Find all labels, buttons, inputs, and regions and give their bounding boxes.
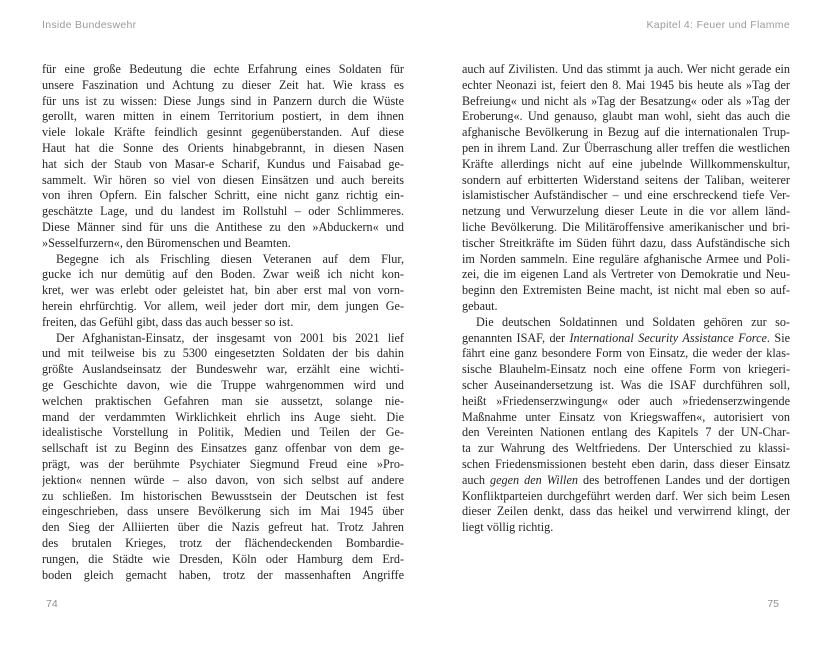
page-75-text-column [462,62,790,536]
text-line: ta zur Wahrung des Weltfriedens. Der Unterschied zu klassi- [462,441,790,456]
text-line: auch auf Zivilisten. Und das stimmt ja auch. Wer nicht gerade ein [462,62,790,76]
text-line: unsere Faszination und Achtung zu dieser Zeit hat. Wie krass es [42,77,404,92]
text-line: jektion« nennen würde – also davon, von sich selbst auf andere [42,472,404,487]
text-line: Maßnahme unter Einsatz von Kriegswaffen«, autorisiert von [462,409,790,424]
text-line: sische Blauhelm-Einsatz noch eine offene Form von kriegeri- [462,362,790,377]
text-line: eingeschrieben, dass unsere Bevölkerung sich im Mai 1945 über [42,504,404,519]
text-line: sellschaft ist zu Beginn des Einsatzes ganz offenbar von dem ge- [42,441,404,456]
text-line: genannten ISAF, der International Security Assistance Force. Sie [462,330,790,345]
text-line: tischer Streitkräfte im Süden führt dazu, dass Aufständische sich [462,235,790,250]
text-line: Haut hat die Sonne des Orients hinabgebrannt, in diesen Nasen [42,140,404,155]
text-line: hat sich der Staub von Masar-e Scharif, Kundus und Faisabad ge- [42,156,404,171]
text-line: Begegne ich als Frischling diesen Veteranen auf dem Flur, [56,251,404,266]
text-line: afghanische Bevölkerung in Bezug auf die internationalen Trup- [462,125,790,140]
text-line: Kräfte allerdings nicht auf eine jubelnde Willkommenskultur, [462,156,790,171]
text-line: Befreiung« und nicht als »Tag der Besatzung« oder als »Tag der [462,93,790,108]
text-line: schen Friedensmissionen besteht eben darin, dass dieser Einsatz [462,456,790,471]
text-line: beginn den Extremisten Beine macht, ist nicht mal eben so auf- [462,283,790,298]
text-line: sammelt. Wir hören so viel von diesen Einsätzen und auch bereits [42,172,404,187]
text-line: pen in ihrem Land. Zur Überraschung aller treffen die westlichen [462,140,790,155]
text-line: größte Auslandseinsatz der Bundeswehr war, erzählt eine wichti- [42,362,404,377]
text-line: den Vereinten Nationen entlang des Kapitels 7 der UN-Char- [462,425,790,440]
text-line: zei, die im eigenen Land als Vertreter von Demokratie und Neu- [462,267,790,282]
text-line: für eine große Bedeutung die echte Erfahrung eines Soldaten für [42,62,404,76]
text-line: »Sesselfurzern«, den Büromenschen und Beamten. [42,235,291,250]
text-line: ge Geschichte davon, wie die Truppe wahrgenommen wird und [42,377,404,392]
running-header-chapter-title: Kapitel 4: Feuer und Flamme [646,19,790,31]
page-74-text-column [42,62,404,583]
text-line: von ihren Opfern. Ein falscher Schritt, eine nicht ganz richtig ein- [42,188,404,203]
text-line: prägt, was der berühmte Psychiater Siegmund Freud eine »Pro- [42,456,404,471]
text-line: freiten, das Gefühl gibt, dass das auch besser so ist. [42,314,294,329]
text-line: gerollt, waren mitten in einem Territorium postiert, in dem ihnen [42,109,404,124]
page-number-right: 75 [767,598,779,610]
text-line: netzung und Verwurzelung dieser Leute in die vor allem länd- [462,204,790,219]
text-line: Die deutschen Soldatinnen und Soldaten gehören zur so- [476,314,790,329]
text-line: auch gegen den Willen des betroffenen Landes und der dortigen [462,472,790,487]
page-number-left: 74 [46,598,58,610]
text-line: mand der verdammten Wirklichkeit ehrlich ins Auge sieht. Die [42,409,404,424]
text-line: und mit teilweise bis zu 5300 eingesetzten Soldaten der bis dahin [42,346,404,361]
text-line: im Norden sammeln. Eine reguläre afghanische Armee und Poli- [462,251,790,266]
text-line: viele lokale Kräfte feindlich gesinnt gegenüberstanden. Auf diese [42,125,404,140]
text-line: Konfliktparteien durchgeführt werden darf. Wer sich beim Lesen [462,488,790,503]
text-line: dieser Zeilen denkt, dass das heikel und verwirrend klingt, der [462,504,790,519]
text-line: geschätzte Lage, und du landest im Rollstuhl – oder Schlimmeres. [42,204,404,219]
text-line: boden gleich gemacht haben, trotz der massenhaften Angriffe [42,567,404,582]
text-line: Eroberung«. Und genauso, glaubt man wohl, sieht das auch die [462,109,790,124]
text-line: echter Neonazi ist, feiert den 8. Mai 1945 bis heute als »Tag der [462,77,790,92]
text-line: Diese Männer sind für uns die Antithese zu den »Abduckern« und [42,219,404,234]
text-line: liche Bevölkerung. Die Militäroffensive amerikanischer und bri- [462,219,790,234]
text-line: Der Afghanistan-Einsatz, der insgesamt von 2001 bis 2021 lief [56,330,404,345]
text-line: scher Auseinandersetzung ist. Was die ISAF durchführen soll, [462,377,790,392]
text-line: des brutalen Krieges, trotz der flächendeckenden Bombardie- [42,535,404,550]
text-line: idealistische Vorstellung in Politik, Medien und Teilen der Ge- [42,425,404,440]
text-line: welchen praktischen Gefahren man sie aussetzt, solange nie- [42,393,404,408]
text-line: sondern auf erbitterten Widerstand seitens der Taliban, weiterer [462,172,790,187]
text-line: islamistischer Aufständischer – und eine erschreckend tiefe Ver- [462,188,790,203]
text-line: den Sieg der Alliierten über die Nazis gefreut hat. Trotz Jahren [42,520,404,535]
text-line: für uns ist zu wissen: Diese Jungs sind in Panzern durch die Wüste [42,93,404,108]
text-line: kret, wer was erlebt oder geleistet hat, bin aber erst mal von vorn- [42,283,404,298]
running-header-book-title: Inside Bundeswehr [42,19,137,31]
text-line: heißt »Friedenserzwingung« oder auch »friedenserzwingende [462,393,790,408]
text-line: zu schließen. Im historischen Bewusstsein der Deutschen ist fest [42,488,404,503]
text-line: gebaut. [462,298,498,313]
text-line: rungen, die Städte wie Dresden, Köln oder Hamburg dem Erd- [42,551,404,566]
text-line: liegt völlig richtig. [462,520,554,535]
text-line: herein ehrfürchtig. Vor allem, weil jeder dort mir, dem jungen Ge- [42,298,404,313]
text-line: fährt eine ganz besondere Form von Einsatz, die weder der klas- [462,346,790,361]
text-line: gucke ich nur demütig auf den Boden. Zwar weiß ich nicht kon- [42,267,404,282]
